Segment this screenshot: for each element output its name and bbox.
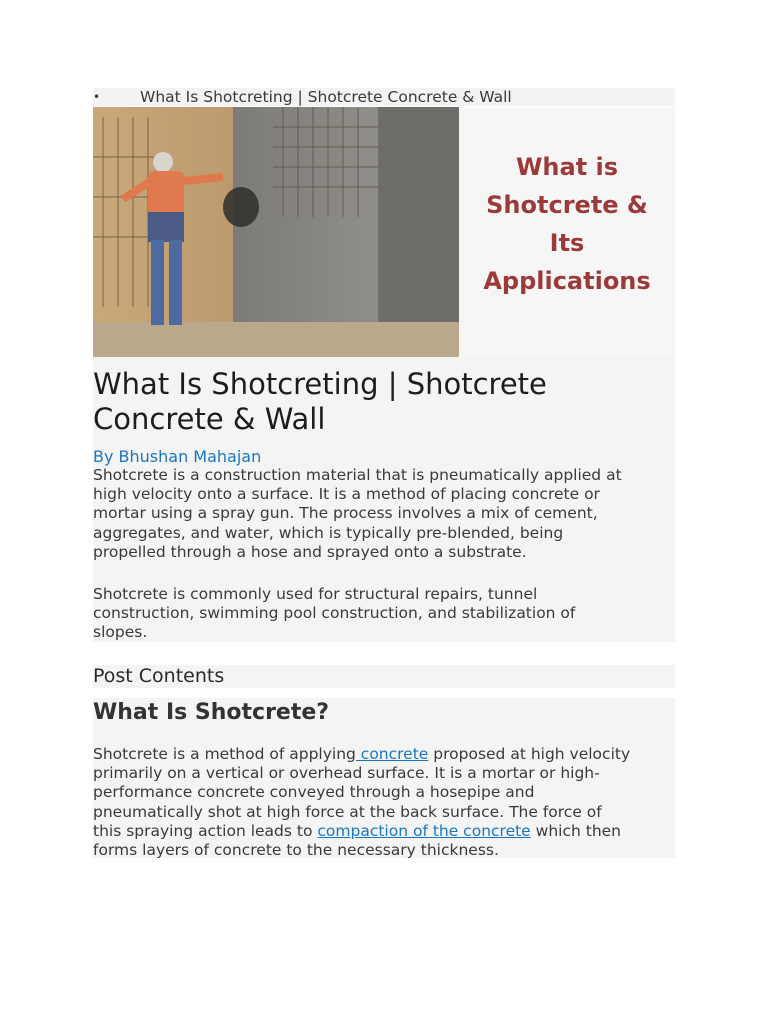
article-title — [93, 357, 675, 437]
compaction-link[interactable]: compaction of the concrete — [317, 821, 531, 840]
title-line-1: What Is Shotcreting | Shotcrete — [93, 367, 547, 401]
section-what-is-shotcrete — [93, 698, 675, 858]
banner-line-1: What is — [515, 153, 619, 181]
intro-paragraph-2: Shotcrete is commonly used for structural repairs, tunnel construction, swimming pool construction, and stabilization of slopes. — [93, 585, 576, 642]
ground — [93, 322, 459, 357]
spray-cloud — [223, 187, 259, 227]
banner-line-3: Its — [549, 229, 585, 257]
section-paragraph: Shotcrete is a method of applying concrete proposed at high velocity primarily on a vertical or overhead surface. It is a mortar or high- performance concrete conveyed through a hosepipe and pneumatically shot at high force at the back surface. The force of this spraying action leads to compaction of the concrete which then forms layers of concrete to the necessary thickness. — [93, 745, 631, 860]
hero-illustration — [93, 107, 675, 357]
wall-edge — [378, 107, 459, 357]
section-heading: What Is Shotcrete? — [93, 700, 330, 725]
banner-line-2: Shotcrete & — [486, 191, 648, 219]
intro-paragraph-1: Shotcrete is a construction material that is pneumatically applied at high velocity onto a surface. It is a method of placing concrete or mortar using a spray gun. The process involves a mix of cement, aggregates, and water, which is typically pre-blended, being propelled through a hose and sprayed onto a substrate. — [93, 466, 622, 561]
concrete-link[interactable]: concrete — [355, 745, 429, 763]
hero-image — [93, 107, 675, 357]
title-line-2: Concrete & Wall — [93, 402, 326, 436]
post-contents-toggle[interactable]: Post Contents — [93, 665, 675, 688]
article-intro — [93, 357, 675, 642]
banner-line-4: Applications — [483, 267, 651, 295]
author-byline[interactable]: By Bhushan Mahajan — [93, 447, 262, 466]
bullet: • — [93, 90, 101, 104]
breadcrumb-row — [93, 88, 675, 106]
breadcrumb-text[interactable]: What Is Shotcreting | Shotcrete Concrete & Wall — [140, 88, 512, 106]
